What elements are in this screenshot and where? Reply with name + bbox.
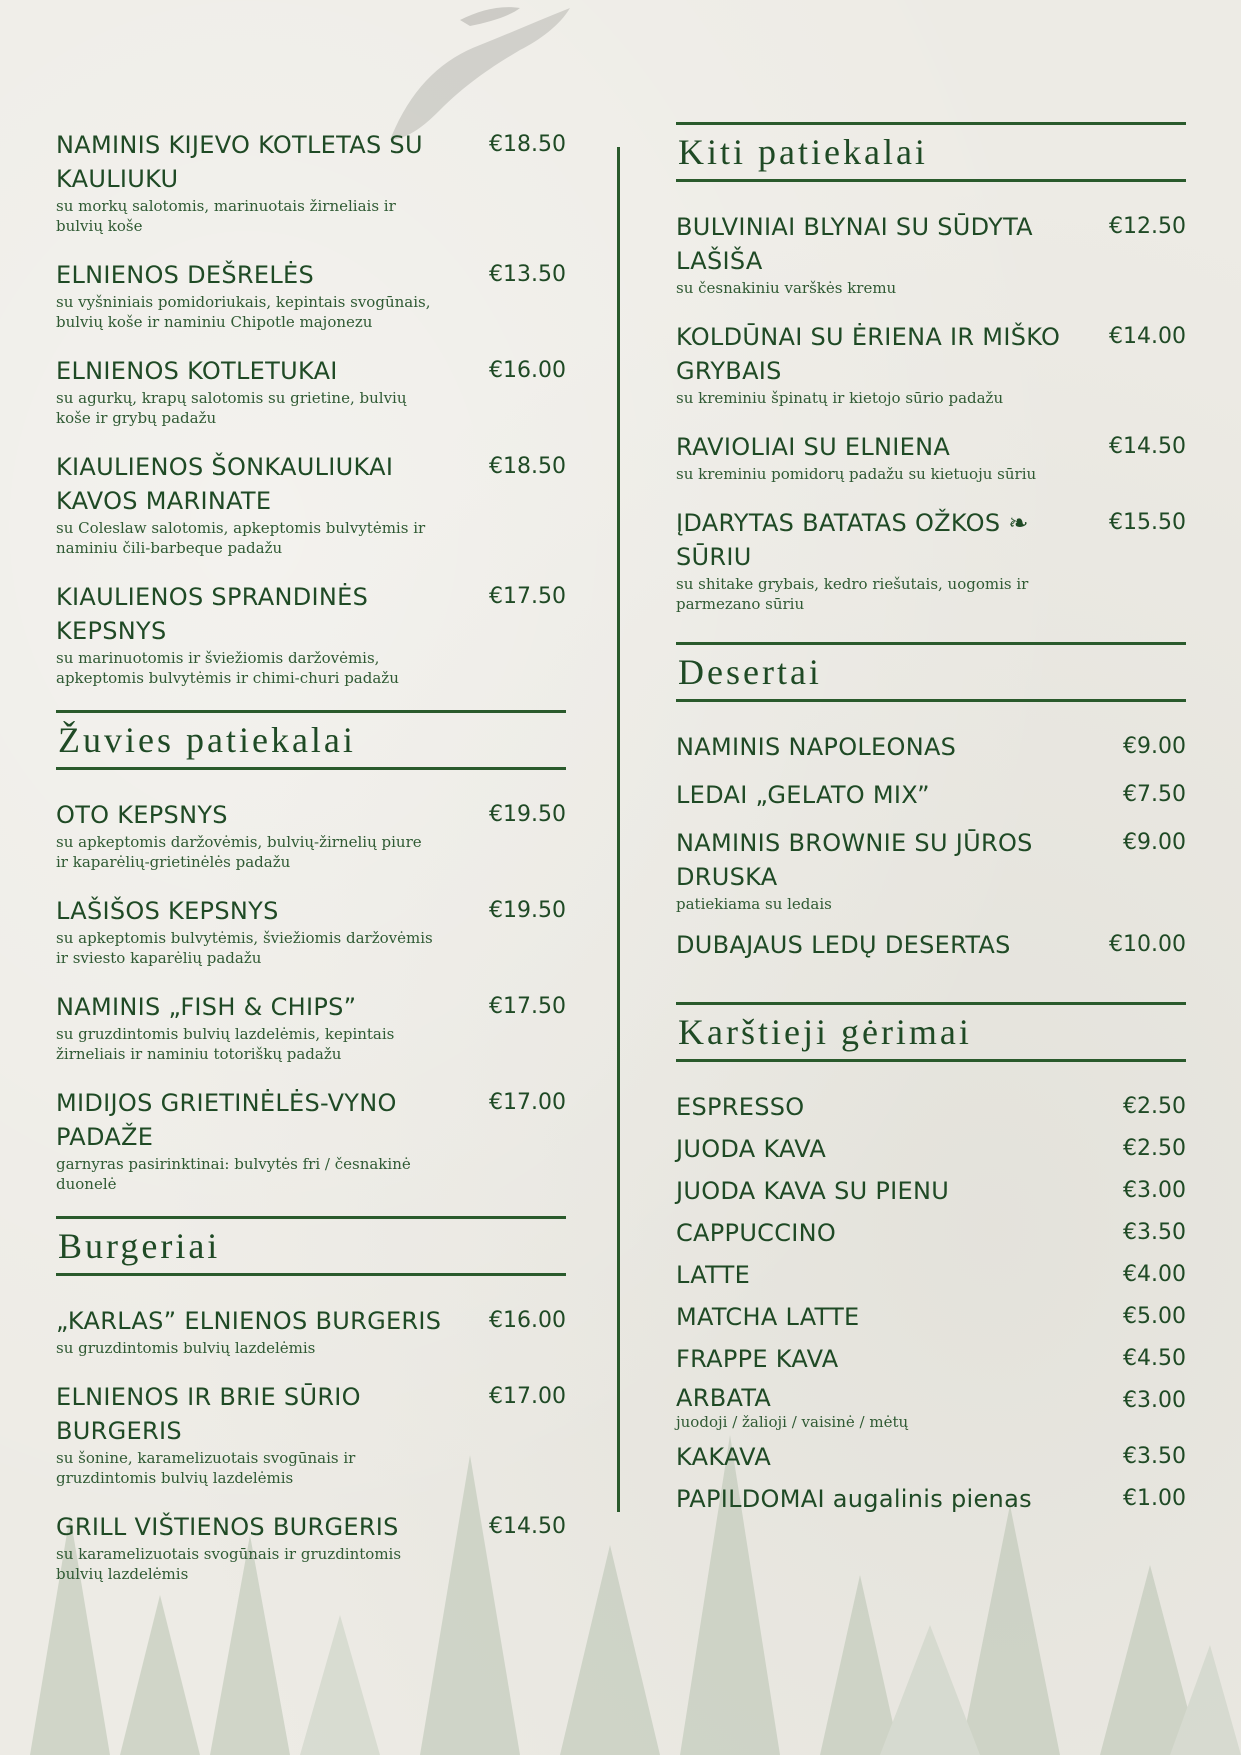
item-name: ESPRESSO	[676, 1093, 805, 1121]
item-name: KIAULIENOS SPRANDINĖS KEPSNYS	[56, 583, 369, 645]
item-name: DUBAJAUS LEDŲ DESERTAS	[676, 931, 1011, 959]
desserts-list	[676, 730, 1186, 962]
item-name: KOLDŪNAI SU ĖRIENA IR MIŠKO GRYBAIS	[676, 323, 1061, 385]
item-price: €16.00	[489, 358, 566, 383]
item-price: €17.00	[489, 1090, 566, 1115]
item-name: KIAULIENOS ŠONKAULIUKAI KAVOS MARINATE	[56, 453, 394, 515]
section-title: Kiti patiekalai	[678, 132, 928, 172]
item-price: €2.50	[1123, 1136, 1186, 1161]
item-name: LAŠIŠOS KEPSNYS	[56, 897, 279, 925]
menu-item	[676, 1258, 1186, 1292]
menu-item	[676, 320, 1186, 408]
item-description: patiekiama su ledais	[676, 895, 832, 913]
item-description: su apkeptomis daržovėmis, bulvių-žirnelių piure ir kaparėlių-grietinėlės padažu	[56, 833, 422, 871]
item-name: CAPPUCCINO	[676, 1219, 837, 1247]
section-rule	[676, 179, 1186, 182]
menu-item	[676, 506, 1186, 614]
menu-item	[56, 1510, 566, 1584]
menu-item	[56, 1086, 566, 1194]
item-name: JUODA KAVA	[676, 1135, 827, 1163]
menu-item	[676, 1216, 1186, 1250]
section-rule	[56, 1273, 566, 1276]
item-description: su vyšniniais pomidoriukais, kepintais svogūnais, bulvių koše ir naminiu Chipotle majonezu	[56, 293, 431, 331]
section-rule	[56, 767, 566, 770]
menu-item	[676, 1342, 1186, 1376]
item-price: €17.50	[489, 994, 566, 1019]
item-price: €14.50	[1109, 434, 1186, 459]
item-name: LEDAI „GELATO MIX”	[676, 781, 930, 809]
item-description: su marinuotomis ir šviežiomis daržovėmis, apkeptomis bulvytėmis ir chimi-churi padažu	[56, 649, 399, 687]
item-price: €18.50	[489, 454, 566, 479]
item-description: su gruzdintomis bulvių lazdelėmis	[56, 1339, 316, 1357]
menu-item	[676, 1090, 1186, 1124]
item-description: garnyras pasirinktinai: bulvytės fri / česnakinė duonelė	[56, 1155, 411, 1193]
item-description: su kreminiu špinatų ir kietojo sūrio padažu	[676, 389, 1004, 407]
item-description: su šonine, karamelizuotais svogūnais ir gruzdintomis bulvių lazdelėmis	[56, 1449, 356, 1487]
menu-item	[676, 1440, 1186, 1474]
item-name: ELNIENOS KOTLETUKAI	[56, 357, 338, 385]
item-price: €12.50	[1109, 214, 1186, 239]
item-price: €14.50	[489, 1514, 566, 1539]
item-price: €14.00	[1109, 324, 1186, 349]
item-name: „KARLAS” ELNIENOS BURGERIS	[56, 1307, 442, 1335]
item-price: €5.00	[1123, 1304, 1186, 1329]
main-dishes-list	[56, 128, 566, 688]
item-name: RAVIOLIAI SU ELNIENA	[676, 433, 951, 461]
item-name: MIDIJOS GRIETINĖLĖS-VYNO PADAŽE	[56, 1089, 397, 1151]
menu-item	[676, 778, 1186, 812]
menu-item	[676, 1300, 1186, 1334]
item-description: su morkų salotomis, marinuotais žirneliais ir bulvių koše	[56, 197, 396, 235]
section-title: Karštieji gėrimai	[678, 1012, 972, 1052]
item-price: €7.50	[1123, 782, 1186, 807]
right-column	[676, 122, 1186, 1524]
left-column	[56, 128, 566, 1606]
item-price: €3.00	[1123, 1178, 1186, 1203]
menu-item	[56, 258, 566, 332]
item-name: JUODA KAVA SU PIENU	[676, 1177, 950, 1205]
other-dishes-list	[676, 210, 1186, 614]
item-price: €19.50	[489, 802, 566, 827]
item-name: ARBATA	[676, 1384, 772, 1412]
section-rule	[676, 1059, 1186, 1062]
menu-item	[56, 128, 566, 236]
item-description: su karamelizuotais svogūnais ir gruzdintomis bulvių lazdelėmis	[56, 1545, 402, 1583]
item-description: su Coleslaw salotomis, apkeptomis bulvytėmis ir naminiu čili-barbeque padažu	[56, 519, 426, 557]
other-section-header	[676, 122, 1186, 182]
menu-item	[56, 580, 566, 688]
item-name: ELNIENOS IR BRIE SŪRIO BURGERIS	[56, 1383, 361, 1445]
item-name: LATTE	[676, 1261, 751, 1289]
menu-item	[676, 1482, 1186, 1516]
hot-drinks-section-header	[676, 1002, 1186, 1062]
section-title: Žuvies patiekalai	[58, 720, 356, 760]
item-price: €18.50	[489, 132, 566, 157]
item-price: €17.00	[489, 1384, 566, 1409]
menu-item	[676, 730, 1186, 764]
burgers-list	[56, 1304, 566, 1584]
item-description: su apkeptomis bulvytėmis, šviežiomis daržovėmis ir sviesto kaparėlių padažu	[56, 929, 433, 967]
menu-item	[676, 430, 1186, 484]
item-price: €3.00	[1123, 1388, 1186, 1413]
item-description: su kreminiu pomidorų padažu su kietuoju sūriu	[676, 465, 1037, 483]
menu-item	[676, 928, 1186, 962]
menu-item	[676, 210, 1186, 298]
menu-item	[56, 798, 566, 872]
item-name: FRAPPE KAVA	[676, 1345, 839, 1373]
item-name: ĮDARYTAS BATATAS OŽKOS ❧ SŪRIU	[676, 509, 1029, 571]
item-description: su agurkų, krapų salotomis su grietine, bulvių koše ir grybų padažu	[56, 389, 407, 427]
menu-item	[676, 1174, 1186, 1208]
menu-item	[676, 1384, 1186, 1432]
item-name: KAKAVA	[676, 1443, 772, 1471]
menu-item	[676, 1132, 1186, 1166]
hot-drinks-list	[676, 1090, 1186, 1516]
item-name: BULVINIAI BLYNAI SU SŪDYTA LAŠIŠA	[676, 213, 1033, 275]
fish-list	[56, 798, 566, 1194]
burgers-section-header	[56, 1216, 566, 1276]
menu-item	[56, 990, 566, 1064]
item-price: €3.50	[1123, 1220, 1186, 1245]
section-title: Desertai	[678, 652, 822, 692]
item-name: PAPILDOMAI augalinis pienas	[676, 1485, 1032, 1513]
item-name: NAMINIS KIJEVO KOTLETAS SU KAULIUKU	[56, 131, 423, 193]
item-price: €4.50	[1123, 1346, 1186, 1371]
item-name: MATCHA LATTE	[676, 1303, 860, 1331]
menu-item	[56, 1380, 566, 1488]
menu-item	[56, 354, 566, 428]
item-price: €2.50	[1123, 1094, 1186, 1119]
item-description: juodoji / žalioji / vaisinė / mėtų	[676, 1413, 909, 1431]
item-description: su česnakiniu varškės kremu	[676, 279, 897, 297]
item-price: €17.50	[489, 584, 566, 609]
item-price: €16.00	[489, 1308, 566, 1333]
item-price: €19.50	[489, 898, 566, 923]
menu-item	[56, 1304, 566, 1358]
menu-item	[676, 826, 1186, 914]
item-name: GRILL VIŠTIENOS BURGERIS	[56, 1513, 399, 1541]
section-rule	[676, 699, 1186, 702]
desserts-section-header	[676, 642, 1186, 702]
item-price: €13.50	[489, 262, 566, 287]
item-price: €3.50	[1123, 1444, 1186, 1469]
column-divider	[617, 147, 620, 1512]
item-name: OTO KEPSNYS	[56, 801, 228, 829]
item-price: €1.00	[1123, 1486, 1186, 1511]
item-name: NAMINIS „FISH & CHIPS”	[56, 993, 357, 1021]
section-title: Burgeriai	[58, 1226, 221, 1266]
item-price: €4.00	[1123, 1262, 1186, 1287]
item-name: ELNIENOS DEŠRELĖS	[56, 261, 315, 289]
item-price: €15.50	[1109, 510, 1186, 535]
item-name: NAMINIS BROWNIE SU JŪROS DRUSKA	[676, 829, 1033, 891]
menu-item	[56, 894, 566, 968]
item-name: NAMINIS NAPOLEONAS	[676, 733, 957, 761]
item-price: €10.00	[1109, 932, 1186, 957]
menu-item	[56, 450, 566, 558]
item-description: su gruzdintomis bulvių lazdelėmis, kepintais žirneliais ir naminiu totoriškų padažu	[56, 1025, 395, 1063]
item-price: €9.00	[1123, 830, 1186, 855]
item-price: €9.00	[1123, 734, 1186, 759]
fish-section-header	[56, 710, 566, 770]
item-description: su shitake grybais, kedro riešutais, uogomis ir parmezano sūriu	[676, 575, 1029, 613]
